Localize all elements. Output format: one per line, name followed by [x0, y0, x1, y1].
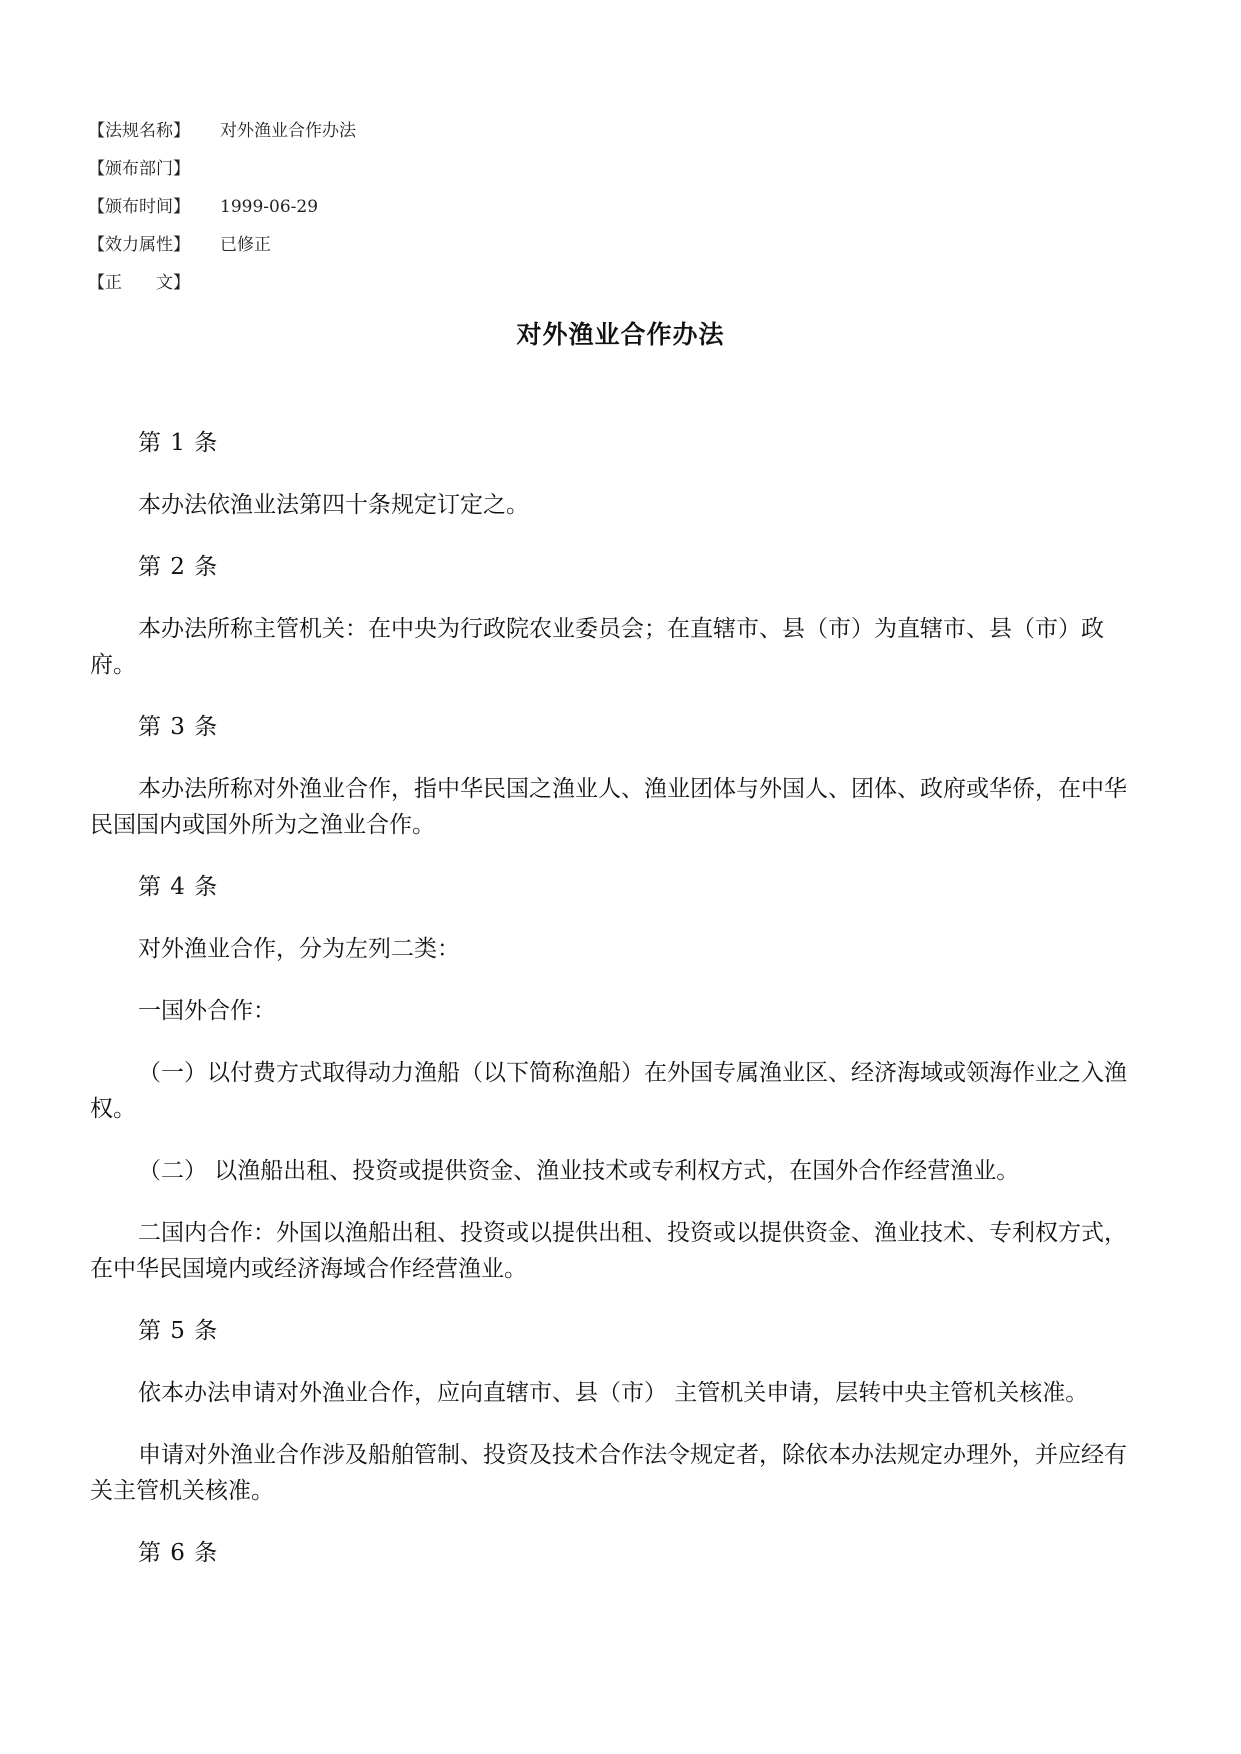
meta-row-text [88, 264, 356, 302]
article-4-subitem-2: （二） 以渔船出租、投资或提供资金、渔业技术或专利权方式，在国外合作经营渔业。 [138, 1158, 1020, 1184]
article-heading-5: 第 5 条 [138, 1318, 219, 1344]
article-4-subitem-1: （一）以付费方式取得动力渔船（以下简称渔船）在外国专属渔业区、经济海域或领海作业之入渔权。 [90, 1060, 1127, 1122]
meta-value-date: 1999-06-29 [220, 197, 319, 217]
article-1-paragraph: 本办法依渔业法第四十条规定订定之。 [138, 492, 529, 518]
article-heading-6: 第 6 条 [138, 1540, 219, 1566]
meta-row-name [88, 112, 356, 150]
document-title: 对外渔业合作办法 [516, 320, 725, 349]
article-3-paragraph: 本办法所称对外渔业合作，指中华民国之渔业人、渔业团体与外国人、团体、政府或华侨，在中华民国国内或国外所为之渔业合作。 [90, 776, 1127, 838]
document-body [90, 425, 1148, 1597]
article-heading-1: 第 1 条 [138, 430, 219, 456]
article-2-paragraph: 本办法所称主管机关：在中央为行政院农业委员会；在直辖市、县（市）为直辖市、县（市）政府。 [90, 616, 1104, 678]
meta-label-text: 【正 文】 [88, 273, 190, 293]
article-4-item-foreign: 一国外合作： [138, 998, 276, 1024]
meta-label-name: 【法规名称】 [88, 121, 190, 141]
article-5-paragraph-1: 依本办法申请对外渔业合作，应向直辖市、县（市） 主管机关申请，层转中央主管机关核准。 [138, 1380, 1089, 1406]
article-4-intro: 对外渔业合作，分为左列二类： [138, 936, 460, 962]
article-heading-3: 第 3 条 [138, 714, 219, 740]
meta-row-date [88, 188, 356, 226]
article-4-item-domestic: 二国内合作：外国以渔船出租、投资或以提供出租、投资或以提供资金、渔业技术、专利权方式，在中华民国境内或经济海域合作经营渔业。 [90, 1220, 1127, 1282]
meta-value-name: 对外渔业合作办法 [220, 121, 356, 141]
meta-label-status: 【效力属性】 [88, 235, 190, 255]
meta-label-date: 【颁布时间】 [88, 197, 190, 217]
metadata-block [88, 112, 356, 302]
article-5-paragraph-2: 申请对外渔业合作涉及船舶管制、投资及技术合作法令规定者，除依本办法规定办理外，并应经有关主管机关核准。 [90, 1442, 1127, 1504]
meta-value-status: 已修正 [220, 235, 271, 255]
meta-label-dept: 【颁布部门】 [88, 159, 190, 179]
meta-row-status [88, 226, 356, 264]
article-heading-2: 第 2 条 [138, 554, 219, 580]
article-heading-4: 第 4 条 [138, 874, 219, 900]
meta-row-dept [88, 150, 356, 188]
